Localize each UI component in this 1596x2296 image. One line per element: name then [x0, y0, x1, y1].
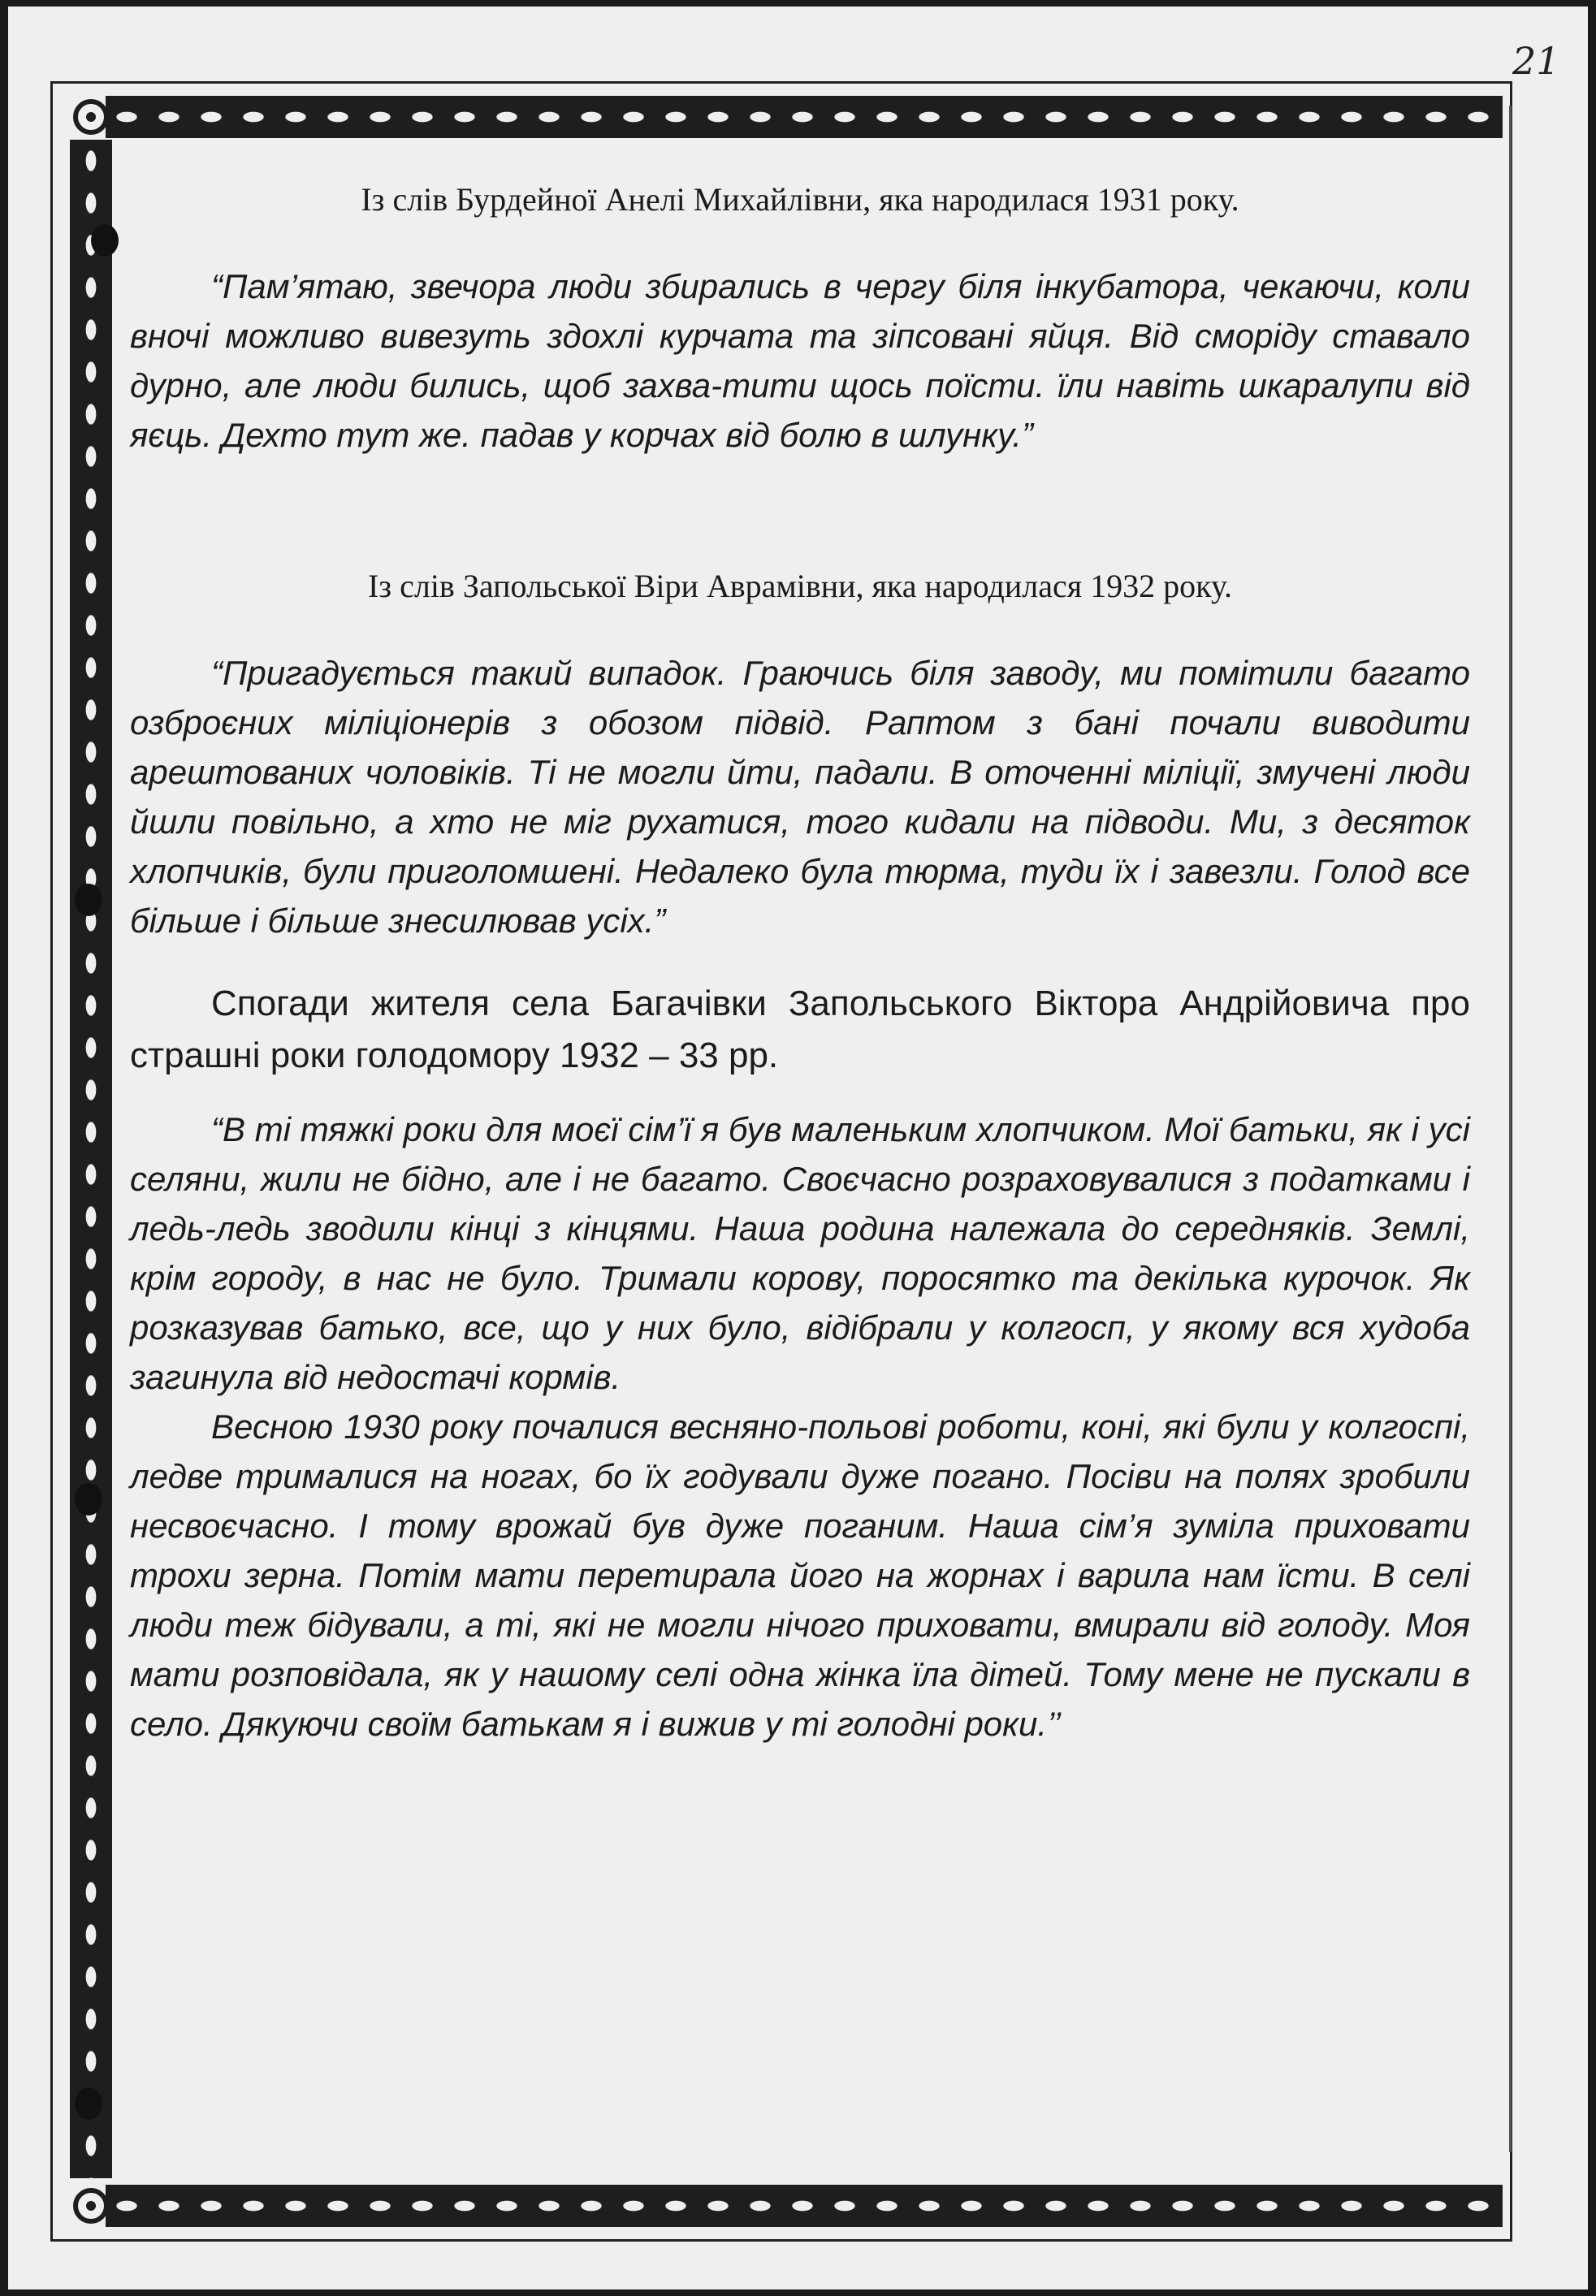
- ornament-border-bottom: [106, 2185, 1503, 2227]
- memoir-paragraph: “В ті тяжкі роки для моєї сім’ї я був маленьким хлопчиком. Мої батьки, як і усі селяни, жили не бідно, але і не багато. Своєчасно розраховувалися з податками і ледь-ледь зводили кінці з кінцями. Наша родина належала до середняків. Землі, крім городу, в нас не було. Тримали корову, поросятко та декілька курочок. Як розказував батько, все, що у них було, відібрали у колгосп, у якому вся худоба загинула від недостачі кормів.: [130, 1110, 1470, 1396]
- testimony-quote: “Пам’ятаю, звечора люди збирались в чергу біля інкубатора, чекаючи, коли вночі можливо вивезуть здохлі курчата та зіпсовані яйця. Від сморіду ставало дурно, але люди бились, щоб захва-тити щось поїсти. їли навіть шкаралупи від яєць. Дехто тут же. падав у корчах від болю в шлунку.”: [130, 267, 1470, 454]
- punch-hole: [75, 2087, 102, 2120]
- page-number: 21: [1512, 39, 1560, 83]
- punch-hole: [75, 884, 102, 916]
- testimony-heading: Із слів Запольської Віри Аврамівни, яка народилася 1932 року.: [367, 568, 1233, 604]
- testimony-heading: Із слів Бурдейної Анелі Михайлівни, яка народилася 1931 року.: [361, 181, 1239, 218]
- punch-hole: [75, 1483, 102, 1516]
- punch-hole: [91, 224, 119, 257]
- ornament-corner-bottom-left: [73, 2188, 109, 2224]
- ornament-border-top: [106, 96, 1503, 138]
- frame-right-rule: [1509, 106, 1512, 2152]
- memoir-intro: Спогади жителя села Багачівки Запольського Віктора Андрійовича про страшні роки голодомору 1932 – 33 рр.: [130, 984, 1470, 1075]
- document-body: [130, 171, 1470, 1749]
- testimony-quote: “Пригадується такий випадок. Граючись біля заводу, ми помітили багато озброєних міліціонерів з обозом підвід. Раптом з бані почали виводити арештованих чоловіків. Ті не могли йти, падали. В оточенні міліції, змучені люди йшли повільно, а хто не міг рухатися, того кидали на підводи. Ми, з десяток хлопчиків, були приголомшені. Недалеко була тюрма, туди їх і завезли. Голод все більше і більше знесилював усіх.”: [130, 654, 1470, 940]
- ornament-border-left: [70, 140, 112, 2178]
- ornament-corner-top-left: [73, 99, 109, 135]
- memoir-paragraph: Весною 1930 року почалися весняно-польові роботи, коні, які були у колгоспі, ледве трималися на ногах, бо їх годували дуже погано. Посіви на полях зробили несвоєчасно. І тому врожай був дуже поганим. Наша сім’я зуміла приховати трохи зерна. Потім мати перетирала його на жорнах і варила нам їсти. В селі люди теж бідували, а ті, які не могли нічого приховати, вмирали від голоду. Моя мати розповідала, як у нашому селі одна жінка їла дітей. Тому мене не пускали в село. Дякуючи своїм батькам я і вижив у ті голодні роки.’’: [130, 1407, 1470, 1743]
